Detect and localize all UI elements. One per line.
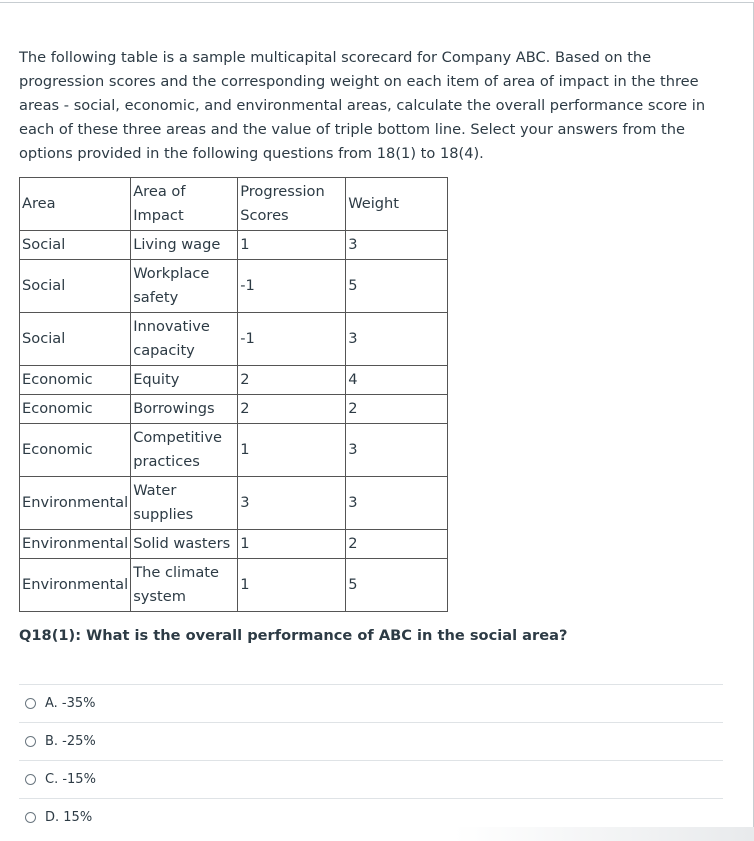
answer-option-b[interactable] [19,722,723,760]
cell-impact: Innovative capacity [131,313,238,366]
scorecard-table [19,177,448,612]
answer-option-c[interactable] [19,760,723,798]
cell-weight: 2 [346,530,448,559]
cell-score: 1 [238,530,346,559]
cell-impact: Borrowings [131,395,238,424]
table-row [20,424,448,477]
answer-label: A. -35% [45,696,96,711]
question-text: Q18(1): What is the overall performance of ABC in the social area? [19,627,568,644]
header-weight: Weight [346,178,448,231]
header-progression-scores [238,178,346,231]
cell-weight: 3 [346,313,448,366]
header-progression-line1: Progression [240,183,325,200]
top-divider [0,2,754,3]
answer-label: D. 15% [45,810,93,825]
cell-score: 1 [238,559,346,612]
cell-score: 2 [238,366,346,395]
cell-weight: 2 [346,395,448,424]
radio-button-icon[interactable] [25,774,36,785]
cell-area: Social [20,260,131,313]
answer-options [19,684,723,836]
cell-area: Economic [20,395,131,424]
cell-area: Environmental [20,559,131,612]
cell-weight: 4 [346,366,448,395]
cell-score: 2 [238,395,346,424]
radio-button-icon[interactable] [25,812,36,823]
cell-score: 1 [238,231,346,260]
cell-area: Social [20,231,131,260]
cell-score: 1 [238,424,346,477]
cell-impact: Solid wasters [131,530,238,559]
answer-option-a[interactable] [19,684,723,722]
answer-label: C. -15% [45,772,96,787]
table-row [20,231,448,260]
header-area: Area [20,178,131,231]
cell-area: Environmental [20,530,131,559]
header-area-of-impact: Area of Impact [131,178,238,231]
cell-weight: 5 [346,559,448,612]
table-row [20,313,448,366]
cell-impact: Living wage [131,231,238,260]
table-row [20,530,448,559]
cell-impact: Water supplies [131,477,238,530]
table-header-row [20,178,448,231]
radio-button-icon[interactable] [25,736,36,747]
answer-label: B. -25% [45,734,96,749]
cell-score: 3 [238,477,346,530]
table-row [20,559,448,612]
cell-area: Social [20,313,131,366]
header-progression-line2: Scores [240,207,289,224]
cell-impact: Workplace safety [131,260,238,313]
cell-weight: 3 [346,424,448,477]
cell-impact: The climate system [131,559,238,612]
bottom-shadow [454,827,754,841]
cell-score: -1 [238,313,346,366]
table-row [20,366,448,395]
cell-area: Environmental [20,477,131,530]
cell-impact: Equity [131,366,238,395]
cell-area: Economic [20,424,131,477]
radio-button-icon[interactable] [25,698,36,709]
table-row [20,477,448,530]
cell-weight: 3 [346,477,448,530]
cell-area: Economic [20,366,131,395]
question-intro-text: The following table is a sample multicapital scorecard for Company ABC. Based on the progression scores and the corresponding weight on each item of area of impact in the three areas - social, economic, and environmental areas, calculate the overall performance score in each of these three areas and the value of triple bottom line. Select your answers from the options provided in the following questions from 18(1) to 18(4). [19,49,706,162]
table-row [20,260,448,313]
cell-weight: 5 [346,260,448,313]
cell-weight: 3 [346,231,448,260]
table-row [20,395,448,424]
cell-score: -1 [238,260,346,313]
cell-impact: Competitive practices [131,424,238,477]
